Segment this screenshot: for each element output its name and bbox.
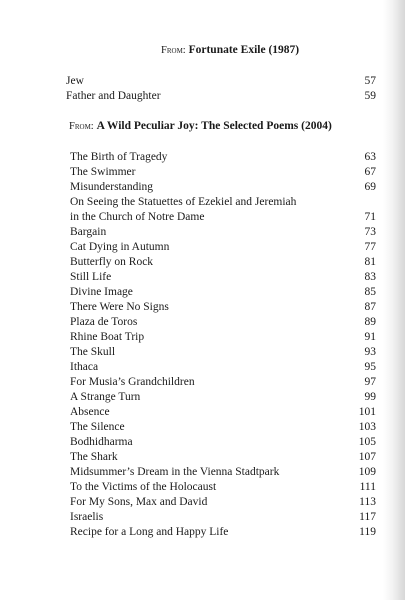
page-number: 67 <box>364 166 376 178</box>
poem-title: in the Church of Notre Dame <box>70 211 205 223</box>
page-number: 57 <box>364 75 376 87</box>
page-number: 81 <box>364 256 376 268</box>
poem-title: For Musia’s Grandchildren <box>70 376 195 388</box>
poem-title: On Seeing the Statuettes of Ezekiel and Jeremiah <box>70 196 297 208</box>
poem-title: Ithaca <box>70 361 99 373</box>
page-number: 101 <box>358 406 376 418</box>
toc-entry <box>66 89 376 103</box>
page-number: 109 <box>358 466 376 478</box>
toc-entry <box>70 525 376 539</box>
poem-title: Jew <box>66 75 84 87</box>
poem-title: The Silence <box>70 421 125 433</box>
poem-title: To the Victims of the Holocaust <box>70 481 217 493</box>
toc-entry <box>70 240 376 254</box>
poem-title: The Swimmer <box>70 166 136 178</box>
toc-entry <box>70 150 376 164</box>
toc-entry <box>70 420 376 434</box>
page-number: 113 <box>359 496 376 508</box>
page-number: 77 <box>364 241 376 253</box>
page-number: 103 <box>358 421 376 433</box>
poem-title: Recipe for a Long and Happy Life <box>70 526 229 538</box>
poem-title: Butterfly on Rock <box>70 256 154 268</box>
toc-entry <box>70 495 376 509</box>
page-number: 99 <box>364 391 376 403</box>
page-number: 119 <box>359 526 376 538</box>
poem-title: Plaza de Toros <box>70 316 138 328</box>
page-number: 87 <box>364 301 376 313</box>
toc-entry <box>70 345 376 359</box>
toc-entry <box>70 300 376 314</box>
toc-entry <box>70 285 376 299</box>
toc-entry <box>70 465 376 479</box>
toc-entry <box>70 360 376 374</box>
page-number: 89 <box>364 316 376 328</box>
toc-entry <box>70 330 376 344</box>
toc-entry <box>70 390 376 404</box>
from-label: From: <box>161 45 186 56</box>
poem-title: There Were No Signs <box>70 301 169 313</box>
toc-entry <box>70 195 376 209</box>
toc-entry <box>70 210 376 224</box>
poem-title: Still Life <box>70 271 112 283</box>
poem-title: Israelis <box>70 511 104 523</box>
toc-entry <box>70 510 376 524</box>
page-edge-shadow <box>383 0 405 600</box>
page-number: 93 <box>364 346 376 358</box>
page-number: 73 <box>364 226 376 238</box>
poem-title: Absence <box>70 406 110 418</box>
poem-title: Misunderstanding <box>70 181 154 193</box>
page-number: 97 <box>364 376 376 388</box>
collection-title: Fortunate Exile (1987) <box>188 44 300 56</box>
poem-title: Midsummer’s Dream in the Vienna Stadtpark <box>70 466 280 478</box>
poem-title: The Shark <box>70 451 118 463</box>
page-number: 83 <box>364 271 376 283</box>
page-number: 63 <box>364 151 376 163</box>
toc-entry <box>70 255 376 269</box>
toc-entry <box>70 315 376 329</box>
toc-entry <box>70 450 376 464</box>
poem-title: Rhine Boat Trip <box>70 331 145 343</box>
poem-title: Bodhidharma <box>70 436 133 448</box>
toc-entry <box>66 74 376 88</box>
toc-entry <box>70 270 376 284</box>
poem-title: Cat Dying in Autumn <box>70 241 170 253</box>
toc-entry <box>70 180 376 194</box>
toc-entry <box>70 225 376 239</box>
poem-title: Father and Daughter <box>66 90 161 102</box>
collection-title: A Wild Peculiar Joy: The Selected Poems (2004) <box>96 120 332 132</box>
page-number: 107 <box>358 451 376 463</box>
page-number: 69 <box>364 181 376 193</box>
toc-entry <box>70 375 376 389</box>
poem-title: Divine Image <box>70 286 133 298</box>
page-number: 95 <box>364 361 376 373</box>
page-number: 71 <box>364 211 376 223</box>
poem-title: Bargain <box>70 226 107 238</box>
poem-title: The Skull <box>70 346 116 358</box>
page-number: 117 <box>359 511 376 523</box>
toc-entry <box>70 165 376 179</box>
toc-entry <box>70 480 376 494</box>
section-heading-fortunate-exile <box>161 44 299 56</box>
toc-entry <box>70 405 376 419</box>
poem-title: The Birth of Tragedy <box>70 151 168 163</box>
page-number: 91 <box>364 331 376 343</box>
poem-title: A Strange Turn <box>70 391 141 403</box>
page-number: 105 <box>358 436 376 448</box>
from-label: From: <box>69 121 94 132</box>
toc-entry <box>70 435 376 449</box>
section-heading-wild-peculiar-joy <box>69 120 332 132</box>
page-number: 111 <box>359 481 376 493</box>
page-number: 85 <box>364 286 376 298</box>
poem-title: For My Sons, Max and David <box>70 496 208 508</box>
page-number: 59 <box>364 90 376 102</box>
